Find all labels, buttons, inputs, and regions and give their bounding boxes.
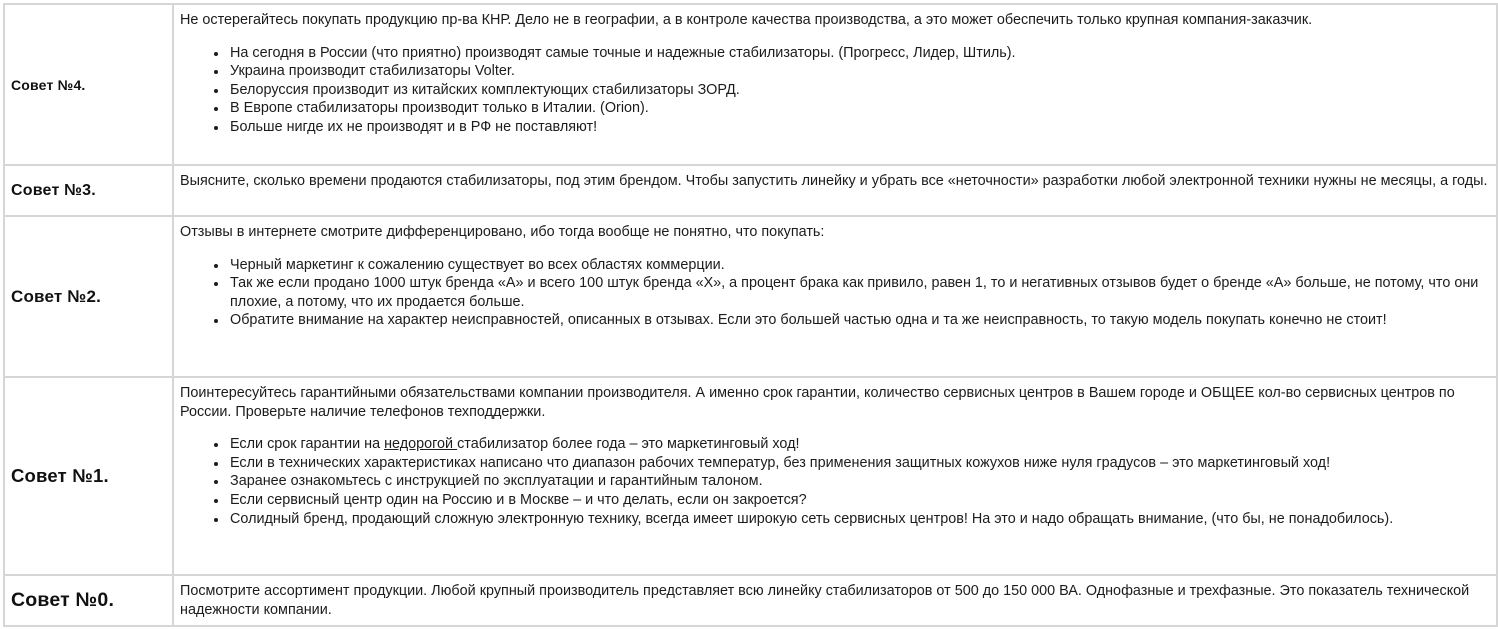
tip-intro: Посмотрите ассортимент продукции. Любой крупный производитель представляет всю линейку стабилизаторов от 500 до 150 000 ВА. Однофазные и трехфазные. Это показатель технической надежности компании.: [180, 583, 1470, 618]
bullet-text: Если срок гарантии на: [230, 436, 385, 453]
tip-row-2: [4, 216, 1497, 377]
list-item: [228, 435, 1490, 454]
list-item: • Черный маркетинг к сожалению существует во всех областях коммерции.: [228, 256, 1490, 275]
tip-row-1: [4, 377, 1497, 575]
list-item: • Если в технических характеристиках написано что диапазон рабочих температур, без применения защитных кожухов ниже нуля градусов – это маркетинговый ход!: [228, 454, 1490, 473]
list-item: • Больше нигде их не производят и в РФ не поставляют!: [228, 118, 1490, 137]
tip-intro: Не остерегайтесь покупать продукцию пр-ва КНР. Дело не в географии, а в контроле качества производства, а это может обеспечить только крупная компания-заказчик.: [180, 12, 1313, 28]
tip-content: [173, 165, 1497, 216]
tip-bullet-list: [180, 435, 1490, 528]
list-item: • Заранее ознакомьтесь с инструкцией по эксплуатации и гарантийным талоном.: [228, 472, 1490, 491]
tip-row-4: [4, 4, 1497, 165]
tip-label: Совет №3.: [4, 165, 173, 216]
underlined-text: недорогой: [384, 436, 458, 453]
list-item: • Украина производит стабилизаторы Volter.: [228, 62, 1490, 81]
tip-content: [173, 575, 1497, 626]
tip-content: [173, 4, 1497, 165]
tip-bullet-list: [180, 256, 1490, 330]
tip-bullet-list: [180, 44, 1490, 137]
tip-content: [173, 216, 1497, 377]
tip-intro: Поинтересуйтесь гарантийными обязательствами компании производителя. А именно срок гарантии, количество сервисных центров в Вашем городе и ОБЩЕЕ кол-во сервисных центров по России. Проверьте наличие телефонов техподдержки.: [180, 385, 1455, 420]
bullet-text: стабилизатор более года – это маркетинговый ход!: [457, 436, 800, 453]
tip-intro: Отзывы в интернете смотрите дифференцировано, ибо тогда вообще не понятно, что покупать:: [180, 224, 825, 240]
list-item: • Белоруссия производит из китайских комплектующих стабилизаторы ЗОРД.: [228, 81, 1490, 100]
tip-label: Совет №1.: [4, 377, 173, 575]
list-item: • В Европе стабилизаторы производит только в Италии. (Orion).: [228, 99, 1490, 118]
tips-table: [3, 3, 1498, 627]
list-item: • На сегодня в России (что приятно) производят самые точные и надежные стабилизаторы. (Прогресс, Лидер, Штиль).: [228, 44, 1490, 63]
tip-content: [173, 377, 1497, 575]
list-item: • Обратите внимание на характер неисправностей, описанных в отзывах. Если это большей частью одна и та же неисправность, то такую модель покупать конечно не стоит!: [228, 311, 1490, 330]
list-item: • Если сервисный центр один на Россию и в Москве – и что делать, если он закроется?: [228, 491, 1490, 510]
tip-label: Совет №2.: [4, 216, 173, 377]
tip-row-0: [4, 575, 1497, 626]
tip-label: Совет №0.: [4, 575, 173, 626]
tip-intro: Выясните, сколько времени продаются стабилизаторы, под этим брендом. Чтобы запустить линейку и убрать все «неточности» разработки любой электронной техники нужны не месяцы, а годы.: [180, 173, 1488, 189]
tip-label: Совет №4.: [4, 4, 173, 165]
tip-row-3: [4, 165, 1497, 216]
list-item: • Солидный бренд, продающий сложную электронную технику, всегда имеет широкую сеть сервисных центров! На это и надо обращать внимание, (что бы, не понадобилось).: [228, 510, 1490, 529]
list-item: • Так же если продано 1000 штук бренда «А» и всего 100 штук бренда «Х», а процент брака как привило, равен 1, то и негативных отзывов будет о бренде «А» больше, не потому, что они плохие, а потому, что их продается больше.: [228, 274, 1490, 311]
